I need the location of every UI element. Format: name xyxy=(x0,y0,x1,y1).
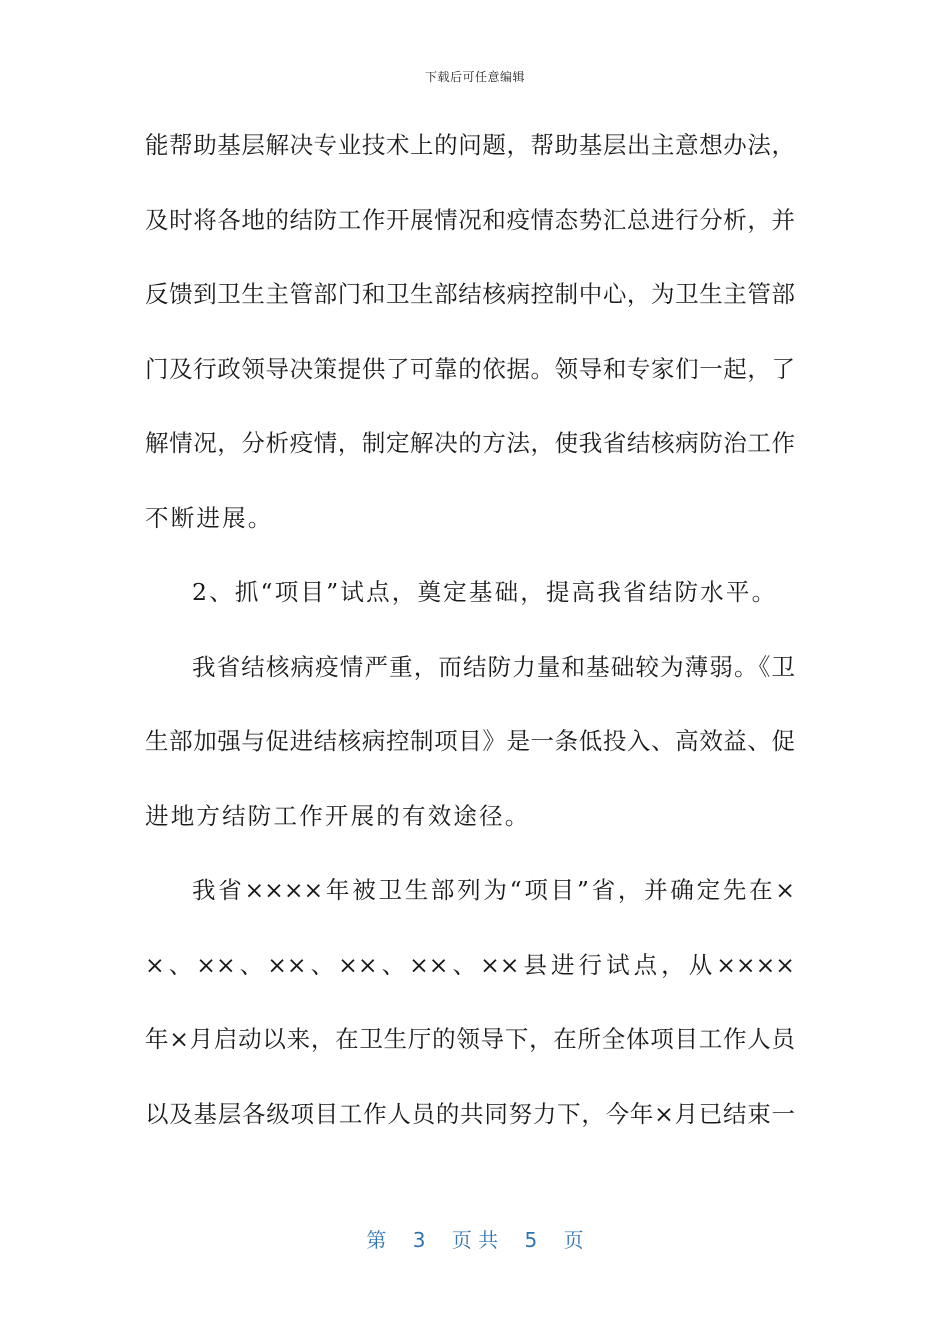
page-footer xyxy=(0,1224,950,1253)
text-line: 能帮助基层解决专业技术上的问题，帮助基层出主意想办法， xyxy=(145,131,795,159)
section-heading: 2、抓“项目”试点，奠定基础，提高我省结防水平。 xyxy=(192,578,778,606)
text-line: 及时将各地的结防工作开展情况和疫情态势汇总进行分析，并 xyxy=(145,205,795,234)
text-line: 反馈到卫生主管部门和卫生部结核病控制中心，为卫生主管部 xyxy=(145,280,795,308)
footer-middle: 页 共 xyxy=(451,1228,499,1252)
text-line: 年×月启动以来，在卫生厅的领导下，在所全体项目工作人员 xyxy=(145,1025,795,1053)
text-line: 不断进展。 xyxy=(145,503,274,532)
header-note: 下载后可任意编辑 xyxy=(424,70,525,84)
current-page-number: 3 xyxy=(412,1228,426,1252)
text-line: ×、××、××、××、××、××县进行试点，从×××× xyxy=(145,950,795,979)
total-pages-number: 5 xyxy=(524,1228,538,1252)
text-line: 以及基层各级项目工作人员的共同努力下，今年×月已结束一 xyxy=(145,1099,795,1128)
footer-suffix: 页 xyxy=(563,1228,584,1252)
document-body xyxy=(145,118,795,1161)
text-line: 生部加强与促进结核病控制项目》是一条低投入、高效益、促 xyxy=(145,727,795,755)
text-line: 进地方结防工作开展的有效途径。 xyxy=(145,801,531,830)
text-line: 门及行政领导决策提供了可靠的依据。领导和专家们一起，了 xyxy=(145,354,795,383)
text-line: 解情况，分析疫情，制定解决的方法，使我省结核病防治工作 xyxy=(145,429,795,457)
footer-prefix: 第 xyxy=(366,1228,387,1252)
text-line: 我省××××年被卫生部列为“项目”省，并确定先在× xyxy=(192,876,795,904)
text-line: 我省结核病疫情严重，而结防力量和基础较为薄弱。《卫 xyxy=(192,652,795,681)
